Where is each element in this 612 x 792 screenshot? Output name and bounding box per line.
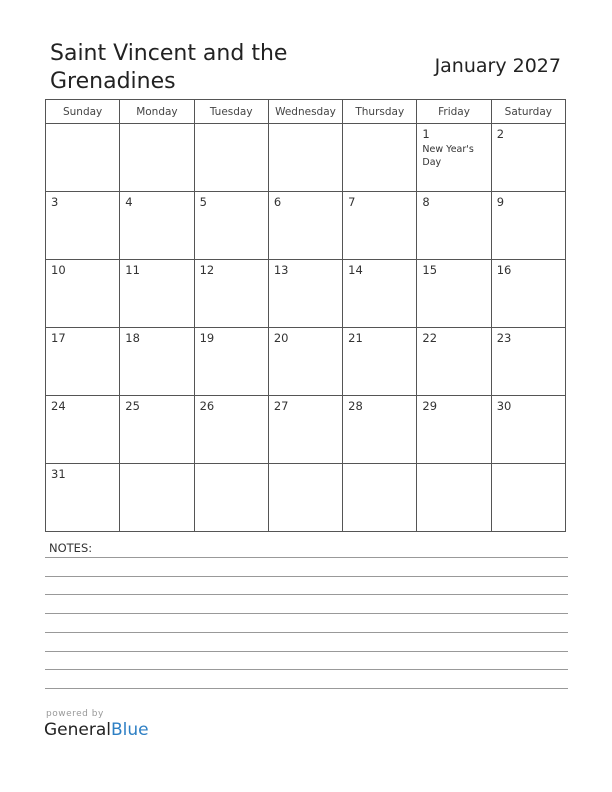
calendar-day-cell [268, 192, 342, 260]
calendar-day-cell [120, 124, 194, 192]
day-number: 7 [348, 195, 356, 209]
calendar-day-cell [417, 328, 491, 396]
day-number: 18 [125, 331, 140, 345]
day-number: 2 [496, 127, 505, 141]
title-line-2: Grenadines [50, 69, 176, 94]
weekday-header: Thursday [343, 100, 417, 124]
day-number: 27 [273, 399, 289, 413]
calendar-title [50, 40, 350, 96]
calendar-day-cell [120, 464, 194, 532]
calendar-week-row [46, 260, 566, 328]
holiday-label: New Year's Day [422, 144, 474, 168]
calendar-day-cell [417, 260, 491, 328]
day-number: 9 [496, 195, 505, 209]
calendar-day-cell [491, 192, 565, 260]
day-number: 4 [125, 195, 133, 209]
day-number: 14 [348, 263, 363, 277]
calendar-week-row [46, 124, 566, 192]
brand-logo-blue: Blue [111, 720, 149, 740]
calendar-day-cell [417, 124, 491, 192]
calendar-day-cell [194, 464, 268, 532]
day-number: 13 [273, 263, 289, 277]
calendar-day-cell [343, 192, 417, 260]
calendar-week-row [46, 192, 566, 260]
powered-by-text: powered by [46, 709, 104, 719]
weekday-header: Monday [120, 100, 194, 124]
weekday-header-row [46, 100, 566, 124]
calendar-day-cell [46, 192, 120, 260]
calendar-day-cell [268, 260, 342, 328]
note-line [45, 576, 568, 577]
day-number: 5 [199, 195, 207, 209]
calendar-day-cell [491, 396, 565, 464]
calendar-day-cell [343, 396, 417, 464]
day-number: 10 [51, 263, 66, 277]
note-line [45, 632, 568, 633]
weekday-header: Sunday [46, 100, 120, 124]
day-number: 1 [422, 127, 430, 141]
day-number: 3 [51, 195, 59, 209]
calendar-day-cell [417, 192, 491, 260]
day-number: 17 [51, 331, 66, 345]
day-number: 25 [125, 399, 140, 413]
calendar-day-cell [46, 260, 120, 328]
day-number: 21 [348, 331, 363, 345]
day-number: 15 [422, 263, 438, 277]
note-line [45, 651, 568, 652]
calendar-week-row [46, 464, 566, 532]
calendar-day-cell [417, 464, 491, 532]
day-number: 19 [199, 331, 215, 345]
day-number: 12 [199, 263, 215, 277]
calendar-day-cell [491, 328, 565, 396]
calendar-day-cell [46, 328, 120, 396]
calendar-day-cell [120, 396, 194, 464]
calendar-day-cell [120, 328, 194, 396]
calendar-day-cell [343, 328, 417, 396]
brand-logo [44, 720, 149, 740]
day-number: 20 [273, 331, 289, 345]
note-line [45, 557, 568, 558]
calendar-day-cell [491, 464, 565, 532]
calendar-day-cell [343, 464, 417, 532]
day-number: 24 [51, 399, 66, 413]
weekday-header: Saturday [491, 100, 565, 124]
note-line [45, 613, 568, 614]
calendar-day-cell [343, 260, 417, 328]
day-number: 16 [496, 263, 512, 277]
calendar-day-cell [268, 124, 342, 192]
title-line-1: Saint Vincent and the [50, 41, 288, 66]
brand-logo-general: General [44, 720, 111, 740]
day-number: 6 [273, 195, 282, 209]
calendar-day-cell [417, 396, 491, 464]
calendar-day-cell [194, 328, 268, 396]
month-label: January 2027 [434, 55, 561, 77]
day-number: 30 [496, 399, 512, 413]
note-line [45, 688, 568, 689]
calendar-day-cell [194, 260, 268, 328]
day-number: 8 [422, 195, 430, 209]
calendar-week-row [46, 328, 566, 396]
note-line [45, 594, 568, 595]
weekday-header: Friday [417, 100, 491, 124]
day-number: 29 [422, 399, 438, 413]
calendar-day-cell [491, 124, 565, 192]
calendar-grid [45, 99, 566, 532]
weekday-header: Tuesday [194, 100, 268, 124]
calendar-day-cell [120, 260, 194, 328]
calendar-day-cell [120, 192, 194, 260]
day-number: 23 [496, 331, 512, 345]
calendar-day-cell [194, 192, 268, 260]
calendar-body [46, 124, 566, 532]
calendar-day-cell [268, 328, 342, 396]
calendar-week-row [46, 396, 566, 464]
day-number: 28 [348, 399, 363, 413]
calendar-day-cell [46, 124, 120, 192]
calendar-day-cell [343, 124, 417, 192]
calendar-day-cell [491, 260, 565, 328]
calendar-day-cell [46, 464, 120, 532]
day-number: 22 [422, 331, 438, 345]
calendar-day-cell [46, 396, 120, 464]
day-number: 31 [51, 467, 66, 481]
calendar-day-cell [194, 396, 268, 464]
day-number: 11 [125, 263, 140, 277]
day-number: 26 [199, 399, 215, 413]
calendar-day-cell [268, 464, 342, 532]
calendar-day-cell [194, 124, 268, 192]
weekday-header: Wednesday [268, 100, 342, 124]
note-line [45, 669, 568, 670]
calendar-day-cell [268, 396, 342, 464]
notes-label: NOTES: [49, 541, 93, 555]
